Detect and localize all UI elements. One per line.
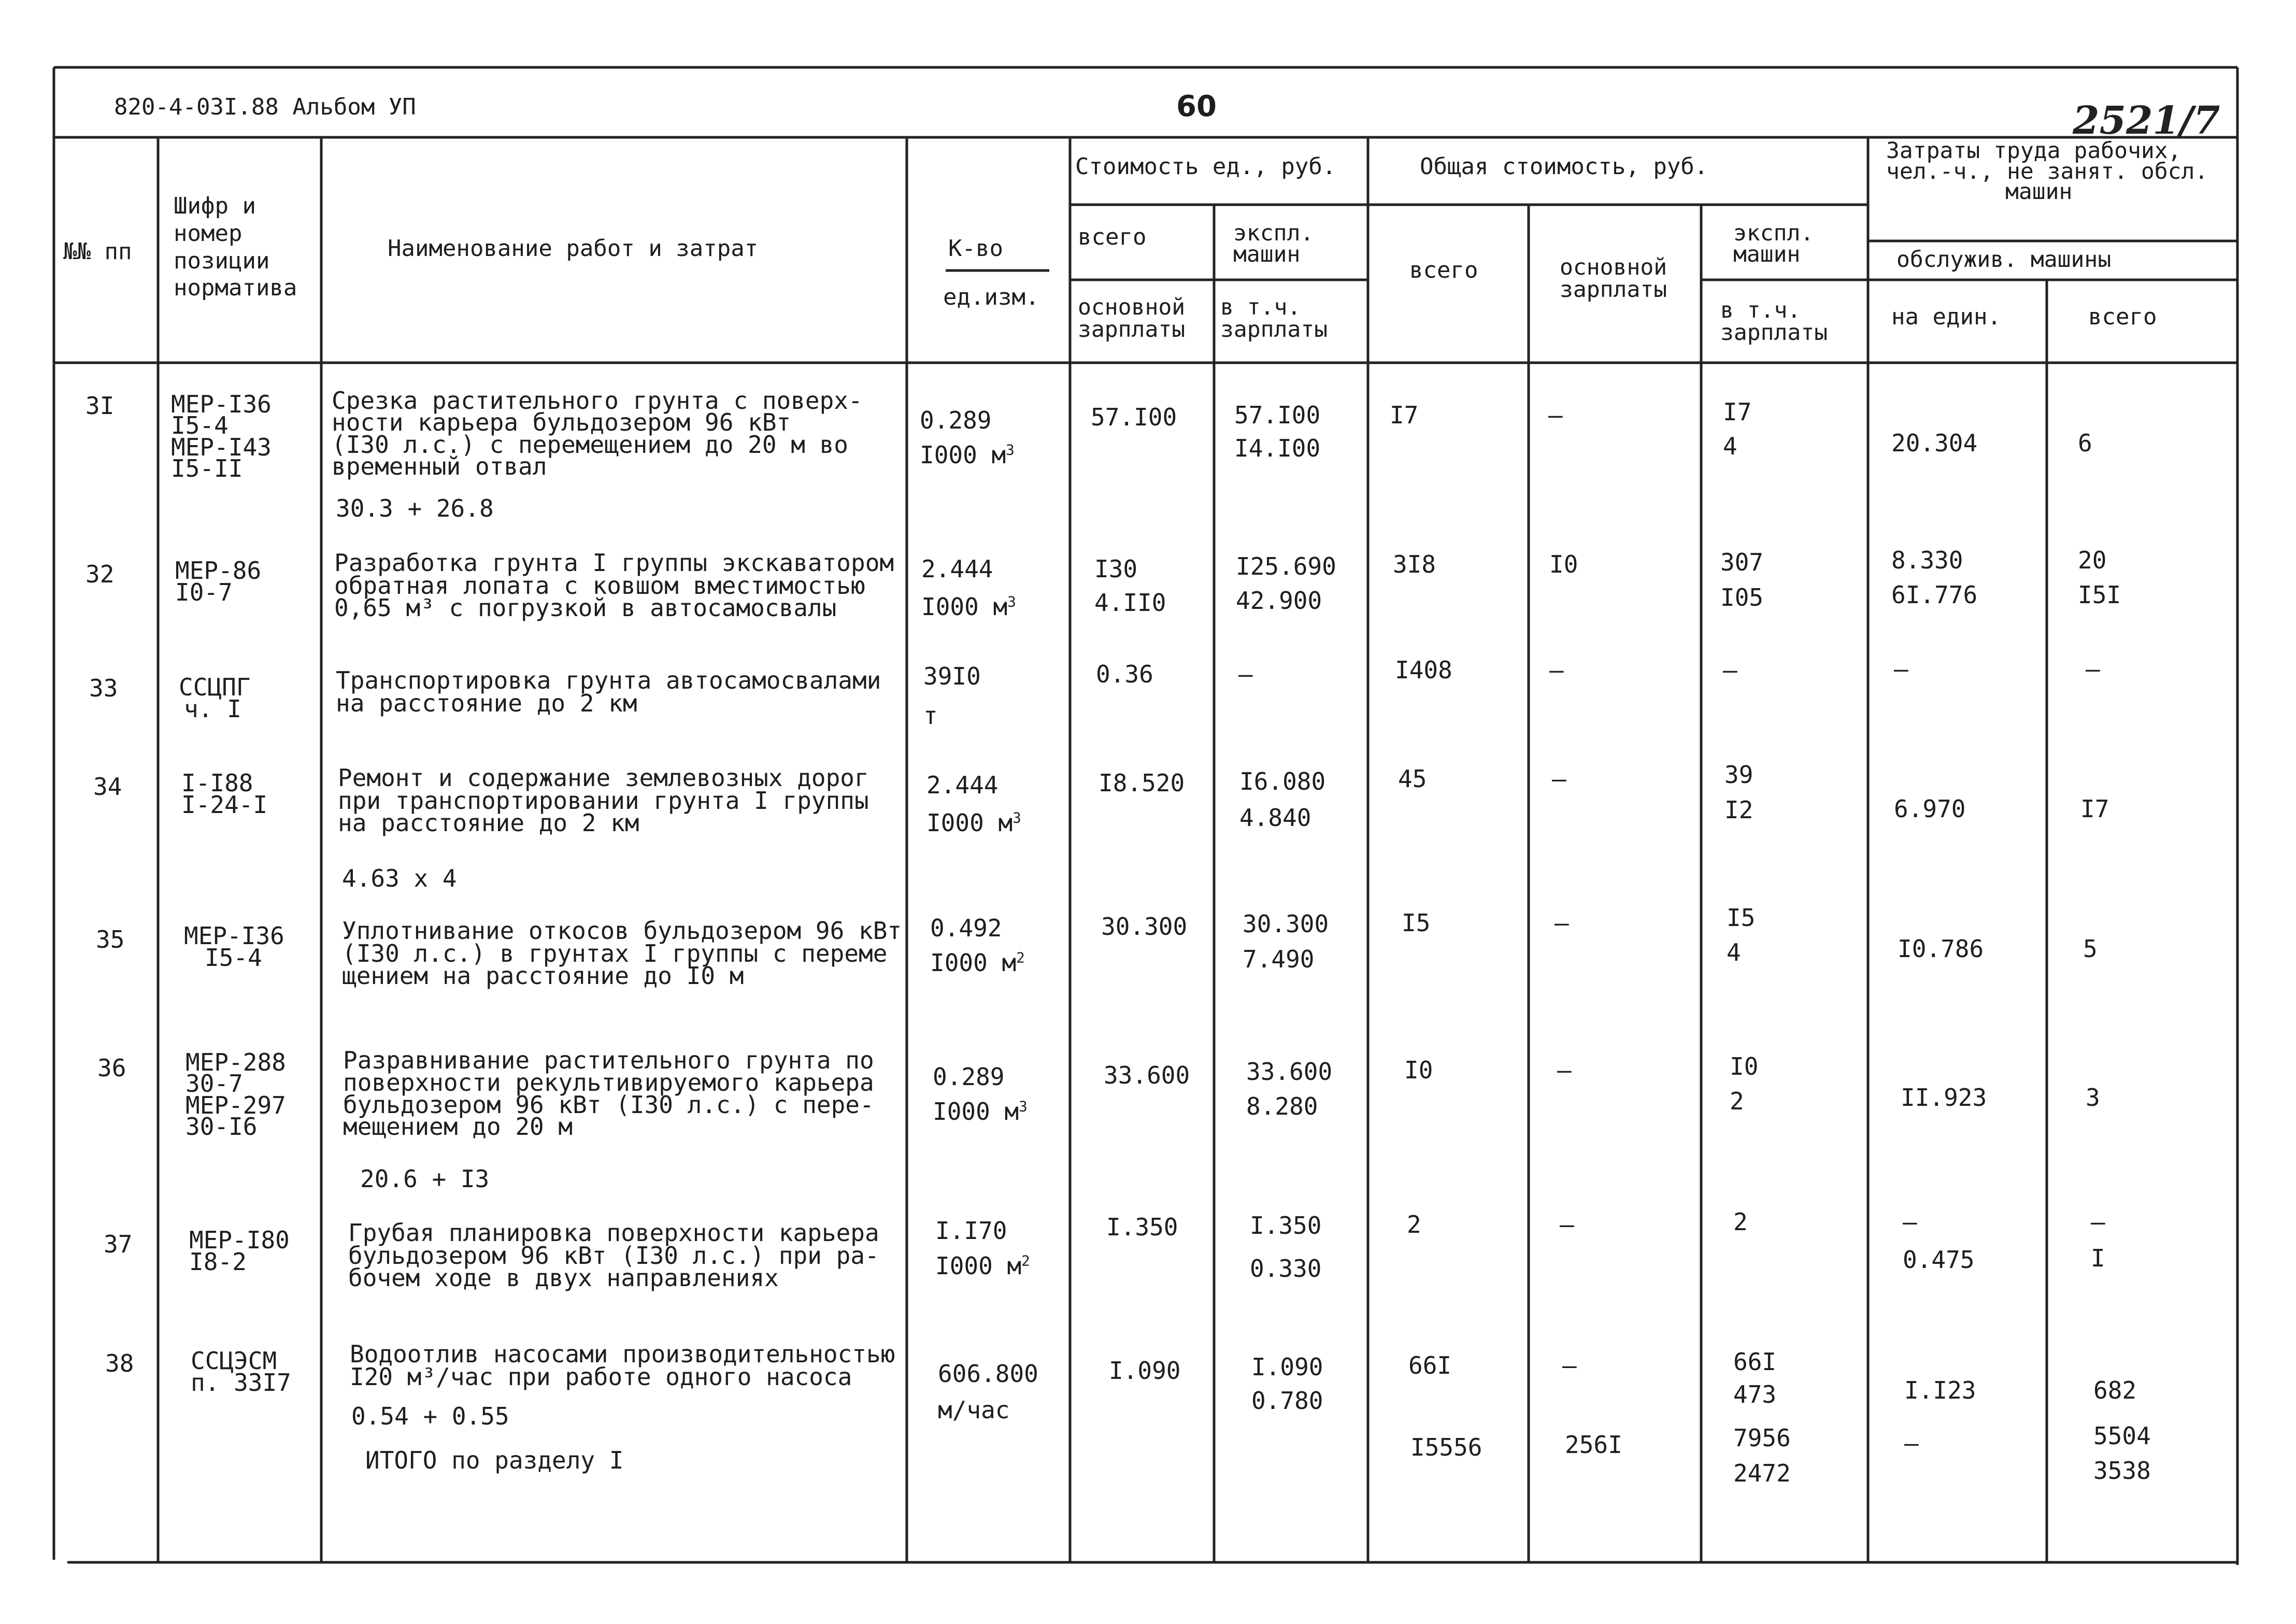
totals-total-all: I5556 (1410, 1433, 1482, 1461)
row-total-all: I408 (1395, 656, 1452, 684)
row-total-all: 2 (1407, 1210, 1421, 1238)
row-total-base: – (1549, 656, 1564, 684)
row-total-all: 45 (1398, 765, 1427, 793)
row-labor-unit: I0.786 (1898, 935, 1984, 963)
row-total-base: – (1562, 1351, 1577, 1379)
col-header-unit-mach-wage: в т.ч. зарплаты (1220, 294, 1328, 343)
row-total-all: I0 (1404, 1056, 1433, 1084)
row-total-mach-wage: 4 (1723, 432, 1737, 460)
col-header-total-mach-wage: в т.ч. зарплаты (1720, 297, 1828, 346)
row-qty: 606.800 (938, 1360, 1038, 1388)
row-total-base: I0 (1549, 550, 1578, 578)
document-code: 820-4-03I.88 Альбом УП (114, 94, 416, 120)
row-unit-total: I8.520 (1099, 769, 1185, 797)
row-labor-total-2: I5I (2078, 581, 2121, 609)
row-qty: 2.444 (926, 771, 999, 799)
row-formula: 0.54 + 0.55 (351, 1402, 509, 1430)
row-unit: м/час (938, 1396, 1010, 1424)
row-total-mach-wage: I05 (1720, 583, 1764, 611)
row-labor-unit-2: 6I.776 (1891, 581, 1978, 609)
row-labor-unit: 20.304 (1891, 429, 1978, 457)
row-number: 35 (96, 925, 125, 953)
row-unit-mach-wage: I4.I00 (1234, 434, 1321, 462)
row-unit-total: I30 (1094, 555, 1138, 583)
totals-total-mach-wage: 2472 (1733, 1459, 1791, 1487)
row-number: 36 (97, 1054, 126, 1082)
row-formula: 4.63 х 4 (342, 864, 457, 892)
row-unit-mach-wage: 4.840 (1239, 804, 1311, 832)
col-header-total-base: основной зарплаты (1560, 254, 1667, 303)
row-total-base: – (1555, 909, 1569, 937)
row-labor-unit: 6.970 (1894, 795, 1966, 823)
row-total-mach-wage: 4 (1727, 938, 1741, 966)
row-code: МЕР-I36 I5-4 МЕР-I43 I5-II (171, 390, 272, 483)
col-header-total-mach: экспл. машин (1733, 220, 1814, 267)
row-unit-mach: 57.I00 (1234, 401, 1321, 429)
row-total-mach: 66I (1733, 1348, 1777, 1376)
row-total-all: I5 (1402, 909, 1431, 937)
row-unit-mach: I.350 (1250, 1212, 1322, 1240)
row-unit-mach: 33.600 (1246, 1058, 1333, 1086)
row-unit-mach-wage: 0.330 (1250, 1255, 1322, 1283)
totals-labor-total-2: 3538 (2093, 1457, 2151, 1485)
row-labor-total: I (2091, 1244, 2105, 1272)
row-number: 3I (85, 392, 115, 420)
row-formula: 30.3 + 26.8 (336, 494, 494, 522)
col-header-total-all: всего (1409, 257, 1478, 283)
row-qty: 39I0 (923, 662, 981, 690)
col-header-unit-total: всего (1078, 224, 1147, 250)
row-labor-total: 6 (2078, 429, 2092, 457)
row-name: Грубая планировка поверхности карьера бульдозером 96 кВт (I30 л.с.) при ра- бочем ходе в двух направлениях (348, 1219, 879, 1292)
row-name: Срезка растительного грунта с поверх- ности карьера бульдозером 96 кВт (I30 л.с.) с перемещением до 20 м во временный отвал (332, 387, 863, 480)
row-total-base: – (1548, 401, 1563, 429)
row-total-mach-wage: I2 (1724, 796, 1753, 824)
row-qty: 0.289 (920, 406, 992, 434)
row-unit-total: 0.36 (1096, 660, 1153, 688)
totals-label: ИТОГО по разделу I (365, 1446, 624, 1474)
col-header-unit-cost: Стоимость ед., руб. (1075, 153, 1336, 180)
row-code: ССЦПГ ч. I (179, 673, 251, 723)
col-header-labor-total: всего (2088, 304, 2157, 330)
row-total-all: 3I8 (1393, 550, 1436, 578)
row-unit-total: I.350 (1106, 1213, 1178, 1241)
sheet-stamp: 2521/7 (2073, 98, 2220, 143)
row-formula: 20.6 + I3 (360, 1165, 490, 1193)
row-labor-unit-top: – (1903, 1208, 1917, 1236)
row-code: I-I88 I-24-I (181, 769, 268, 819)
row-labor-total: 3 (2086, 1084, 2100, 1112)
row-name: Уплотнивание откосов бульдозером 96 кВт (I30 л.с.) в грунтах I группы с переме щением на расстояние до I0 м (342, 917, 902, 990)
col-header-unit-base: основной зарплаты (1078, 294, 1186, 343)
row-total-mach: 39 (1724, 761, 1753, 789)
col-header-unit: ед.изм. (943, 284, 1039, 310)
row-labor-unit: I.I23 (1904, 1376, 1976, 1404)
row-labor-unit: 8.330 (1891, 546, 1963, 574)
col-header-labor-unit: на един. (1891, 304, 2001, 330)
row-total-mach-wage: 2 (1730, 1087, 1744, 1115)
row-unit: т (923, 702, 938, 730)
row-unit-mach-wage: 7.490 (1243, 945, 1315, 973)
row-unit-mach-wage: 8.280 (1246, 1092, 1318, 1120)
row-labor-unit: – (1894, 655, 1908, 683)
row-name: Разравнивание растительного грунта по поверхности рекультивируемого карьера бульдозером 96 кВт (I30 л.с.) с пере- мещением до 20 м (343, 1046, 874, 1141)
row-number: 33 (89, 674, 118, 702)
totals-total-base: 256I (1565, 1431, 1622, 1459)
col-header-code: Шифр и номер позиции норматива (174, 193, 297, 302)
row-total-mach: 2 (1733, 1208, 1748, 1236)
row-unit-mach-wage: 42.900 (1236, 587, 1322, 615)
row-labor-unit: II.923 (1901, 1084, 1987, 1112)
row-number: 37 (104, 1230, 133, 1258)
row-name: Транспортировка грунта автосамосвалами на расстояние до 2 км (336, 666, 881, 717)
row-total-mach: I5 (1727, 904, 1756, 932)
row-name: Ремонт и содержание землевозных дорог при транспортировании грунта I группы на расстояние до 2 км (338, 764, 869, 837)
row-code: ССЦЭСМ п. 33I7 (191, 1347, 291, 1397)
row-unit: I000 $м^3$ (926, 809, 1021, 837)
row-code: МЕР-288 30-7 МЕР-297 30-I6 (186, 1048, 286, 1141)
row-unit-total: 30.300 (1101, 913, 1188, 941)
row-name: Разработка грунта I группы экскаватором обратная лопата с ковшом вместимостью 0,65 м³ с погрузкой в автосамосвалы (334, 549, 894, 622)
col-header-name: Наименование работ и затрат (388, 235, 759, 262)
row-labor-total: 682 (2093, 1376, 2137, 1404)
row-labor-total: 5 (2083, 935, 2098, 963)
row-unit-mach: I6.080 (1239, 767, 1326, 795)
row-total-all: I7 (1390, 401, 1419, 429)
row-labor-total: I7 (2080, 795, 2109, 823)
row-unit-total: I.090 (1109, 1357, 1181, 1385)
col-header-labor: Затраты труда рабочих, чел.-ч., не занят. обсл. машин (1886, 138, 2208, 205)
row-unit-mach: I.090 (1251, 1353, 1323, 1381)
row-unit-total: 33.600 (1104, 1061, 1190, 1089)
col-header-qty: К-во (948, 235, 1003, 262)
row-labor-total: 20 (2078, 546, 2107, 574)
row-total-mach: I0 (1730, 1052, 1759, 1080)
row-unit-mach: 30.300 (1243, 910, 1329, 938)
row-code: МЕР-I80 I8-2 (189, 1226, 290, 1276)
row-labor-total-top: – (2091, 1208, 2105, 1236)
row-qty: 0.492 (930, 914, 1002, 942)
row-total-mach: 307 (1720, 548, 1764, 576)
row-number: 34 (93, 773, 122, 801)
row-qty: I.I70 (935, 1217, 1007, 1245)
row-qty: 2.444 (921, 555, 993, 583)
row-unit-base: 4.II0 (1094, 589, 1166, 617)
row-unit: I000 $м^3$ (920, 441, 1015, 469)
col-header-labor-sub: обслужив. машины (1896, 247, 2112, 273)
row-number: 38 (105, 1349, 134, 1377)
totals-labor-total: 5504 (2093, 1422, 2151, 1450)
col-header-num: №№ пп (63, 238, 132, 265)
row-total-mach: I7 (1723, 398, 1752, 426)
row-total-base: – (1552, 765, 1566, 793)
row-total-base: – (1557, 1056, 1572, 1084)
row-total-all: 66I (1408, 1351, 1452, 1379)
row-code: МЕР-86 I0-7 (175, 557, 262, 607)
row-total-base: – (1560, 1210, 1574, 1238)
row-labor-total: – (2086, 655, 2100, 683)
totals-labor-unit: – (1904, 1429, 1919, 1457)
row-unit: I000 $м^2$ (930, 949, 1025, 977)
row-unit: I000 $м^3$ (933, 1098, 1028, 1126)
col-header-unit-mach: экспл. машин (1233, 220, 1314, 267)
row-code: МЕР-I36 I5-4 (184, 922, 284, 972)
row-total-mach-wage: 473 (1733, 1380, 1777, 1408)
row-unit-mach: I25.690 (1236, 552, 1336, 580)
row-labor-unit: 0.475 (1903, 1246, 1975, 1274)
row-number: 32 (85, 560, 115, 588)
row-name: Водоотлив насосами производительностью I20 м³/час при работе одного насоса (350, 1340, 895, 1391)
col-header-total-cost: Общая стоимость, руб. (1420, 153, 1708, 180)
row-qty: 0.289 (933, 1063, 1005, 1091)
row-unit: I000 $м^3$ (921, 593, 1016, 621)
row-unit-total: 57.I00 (1091, 403, 1177, 431)
row-unit: I000 $м^2$ (935, 1252, 1030, 1280)
row-unit-mach: – (1238, 660, 1253, 688)
row-total-mach: – (1723, 656, 1737, 684)
row-unit-mach-wage: 0.780 (1251, 1387, 1323, 1415)
totals-total-mach: 7956 (1733, 1424, 1791, 1452)
page-number: 60 (1176, 90, 1217, 123)
